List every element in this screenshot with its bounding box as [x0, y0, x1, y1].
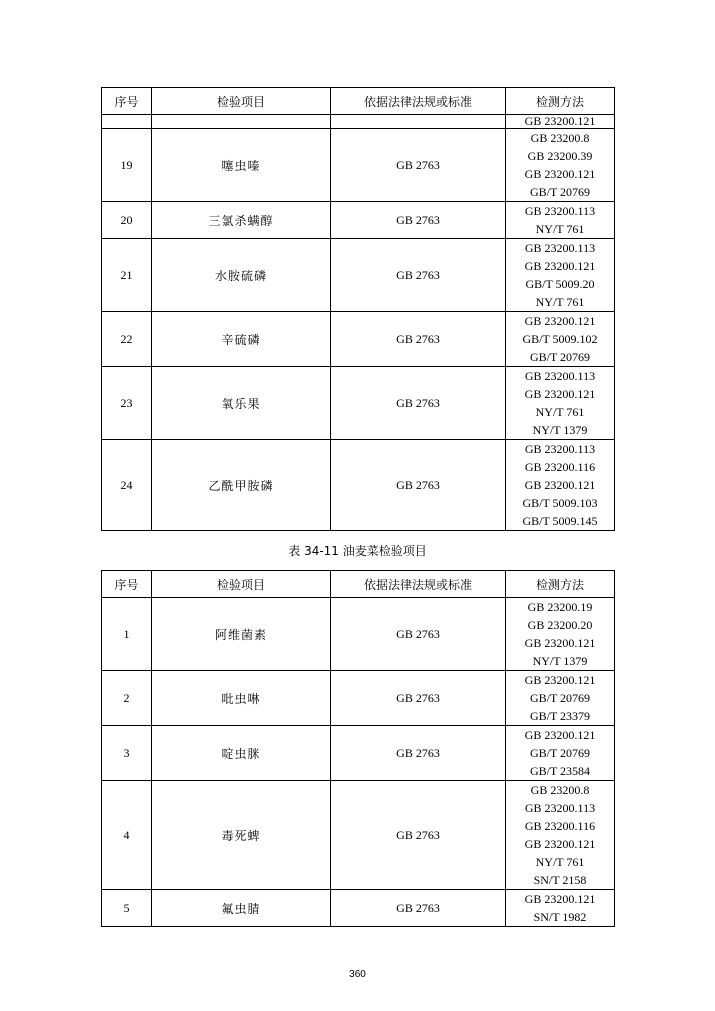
test-methods-cell [506, 890, 615, 927]
test-method: GB/T 20769 [529, 691, 591, 705]
standard-basis-cell: GB 2763 [331, 890, 506, 927]
test-method: GB 23200.113 [524, 369, 596, 383]
test-method: NY/T 761 [535, 295, 585, 309]
test-method: NY/T 761 [535, 855, 585, 869]
test-method: GB/T 5009.20 [525, 277, 595, 291]
test-method: GB/T 20769 [529, 350, 591, 364]
inspection-item-cell: 啶虫脒 [152, 726, 331, 781]
inspection-item-cell: 阿维菌素 [152, 598, 331, 671]
standard-basis-cell: GB 2763 [331, 202, 506, 239]
test-method: GB 23200.121 [524, 478, 596, 492]
table-row [102, 890, 615, 927]
serial-number-cell: 1 [102, 598, 152, 671]
test-method: SN/T 1982 [533, 910, 587, 924]
inspection-item-cell: 水胺硫磷 [152, 239, 331, 312]
test-methods-cell [506, 598, 615, 671]
standard-basis-cell: GB 2763 [331, 598, 506, 671]
test-method: GB 23200.121 [524, 636, 596, 650]
standard-basis-cell: GB 2763 [331, 726, 506, 781]
table-row [102, 598, 615, 671]
test-method: GB 23200.121 [524, 114, 596, 128]
table-caption: 表 34-11 油麦菜检验项目 [288, 544, 427, 558]
table-row [102, 781, 615, 890]
test-method: GB/T 5009.103 [522, 496, 598, 510]
serial-number-cell: 4 [102, 781, 152, 890]
inspection-item-cell: 三氯杀螨醇 [152, 202, 331, 239]
table-row [102, 440, 615, 531]
table-row [102, 202, 615, 239]
test-method: GB 23200.19 [527, 600, 593, 614]
test-methods-cell [506, 115, 615, 129]
inspection-table-youmaicai [101, 570, 615, 927]
header-basis: 依据法律法规或标准 [331, 88, 506, 115]
inspection-item-cell [152, 115, 331, 129]
test-method: GB 23200.121 [524, 673, 596, 687]
serial-number-cell: 2 [102, 671, 152, 726]
standard-basis-cell: GB 2763 [331, 129, 506, 202]
inspection-item-cell: 噻虫嗪 [152, 129, 331, 202]
test-methods-cell [506, 312, 615, 367]
inspection-item-cell: 毒死蜱 [152, 781, 331, 890]
inspection-item-cell: 吡虫啉 [152, 671, 331, 726]
test-method: GB/T 5009.145 [522, 514, 598, 528]
test-method: GB 23200.121 [524, 167, 596, 181]
standard-basis-cell: GB 2763 [331, 367, 506, 440]
serial-number-cell: 19 [102, 129, 152, 202]
test-method: GB/T 20769 [529, 746, 591, 760]
header-item: 检验项目 [152, 571, 331, 598]
table-row [102, 726, 615, 781]
serial-number-cell: 5 [102, 890, 152, 927]
table-row [102, 129, 615, 202]
table-row [102, 671, 615, 726]
page-number: 360 [349, 969, 366, 980]
test-methods-cell [506, 239, 615, 312]
serial-number-cell: 21 [102, 239, 152, 312]
test-method: GB 23200.121 [524, 728, 596, 742]
test-methods-cell [506, 671, 615, 726]
test-methods-cell [506, 440, 615, 531]
serial-number-cell: 22 [102, 312, 152, 367]
test-method: NY/T 761 [535, 405, 585, 419]
test-method: GB/T 20769 [529, 185, 591, 199]
test-method: GB 23200.113 [524, 442, 596, 456]
test-method: GB 23200.113 [524, 204, 596, 218]
test-method: GB 23200.20 [527, 618, 593, 632]
test-method: GB 23200.121 [524, 892, 596, 906]
standard-basis-cell [331, 115, 506, 129]
test-method: GB 23200.113 [524, 241, 596, 255]
table-body [102, 115, 615, 531]
test-methods-cell [506, 367, 615, 440]
standard-basis-cell: GB 2763 [331, 440, 506, 531]
test-methods-cell [506, 726, 615, 781]
inspection-item-cell: 乙酰甲胺磷 [152, 440, 331, 531]
table-row [102, 239, 615, 312]
table-row [102, 312, 615, 367]
inspection-item-cell: 氟虫腈 [152, 890, 331, 927]
test-method: GB 23200.121 [524, 387, 596, 401]
test-method: GB/T 23584 [529, 764, 591, 778]
header-serial: 序号 [102, 88, 152, 115]
standard-basis-cell: GB 2763 [331, 312, 506, 367]
serial-number-cell: 24 [102, 440, 152, 531]
test-methods-cell [506, 202, 615, 239]
standard-basis-cell: GB 2763 [331, 239, 506, 312]
inspection-table-continued [101, 87, 615, 531]
test-methods-cell [506, 781, 615, 890]
inspection-item-cell: 氧乐果 [152, 367, 331, 440]
test-method: GB 23200.39 [527, 149, 593, 163]
table-row [102, 367, 615, 440]
standard-basis-cell: GB 2763 [331, 671, 506, 726]
table-header-row [102, 88, 615, 115]
serial-number-cell: 20 [102, 202, 152, 239]
inspection-item-cell: 辛硫磷 [152, 312, 331, 367]
test-method: GB 23200.121 [524, 259, 596, 273]
test-method: GB 23200.113 [524, 801, 596, 815]
header-basis: 依据法律法规或标准 [331, 571, 506, 598]
test-method: GB 23200.116 [524, 460, 596, 474]
test-method: GB/T 23379 [529, 709, 591, 723]
table-body [102, 598, 615, 927]
test-method: NY/T 1379 [532, 423, 588, 437]
table-row [102, 115, 615, 129]
table-header-row [102, 571, 615, 598]
header-item: 检验项目 [152, 88, 331, 115]
test-method: NY/T 761 [535, 222, 585, 236]
serial-number-cell: 3 [102, 726, 152, 781]
header-method: 检测方法 [506, 88, 615, 115]
test-method: GB 23200.116 [524, 819, 596, 833]
test-method: GB 23200.8 [530, 131, 590, 145]
header-serial: 序号 [102, 571, 152, 598]
header-method: 检测方法 [506, 571, 615, 598]
test-method: GB 23200.121 [524, 837, 596, 851]
serial-number-cell [102, 115, 152, 129]
serial-number-cell: 23 [102, 367, 152, 440]
test-method: GB/T 5009.102 [522, 332, 598, 346]
test-methods-cell [506, 129, 615, 202]
test-method: GB 23200.121 [524, 314, 596, 328]
test-method: NY/T 1379 [532, 654, 588, 668]
test-method: SN/T 2158 [533, 873, 587, 887]
test-method: GB 23200.8 [530, 783, 590, 797]
standard-basis-cell: GB 2763 [331, 781, 506, 890]
